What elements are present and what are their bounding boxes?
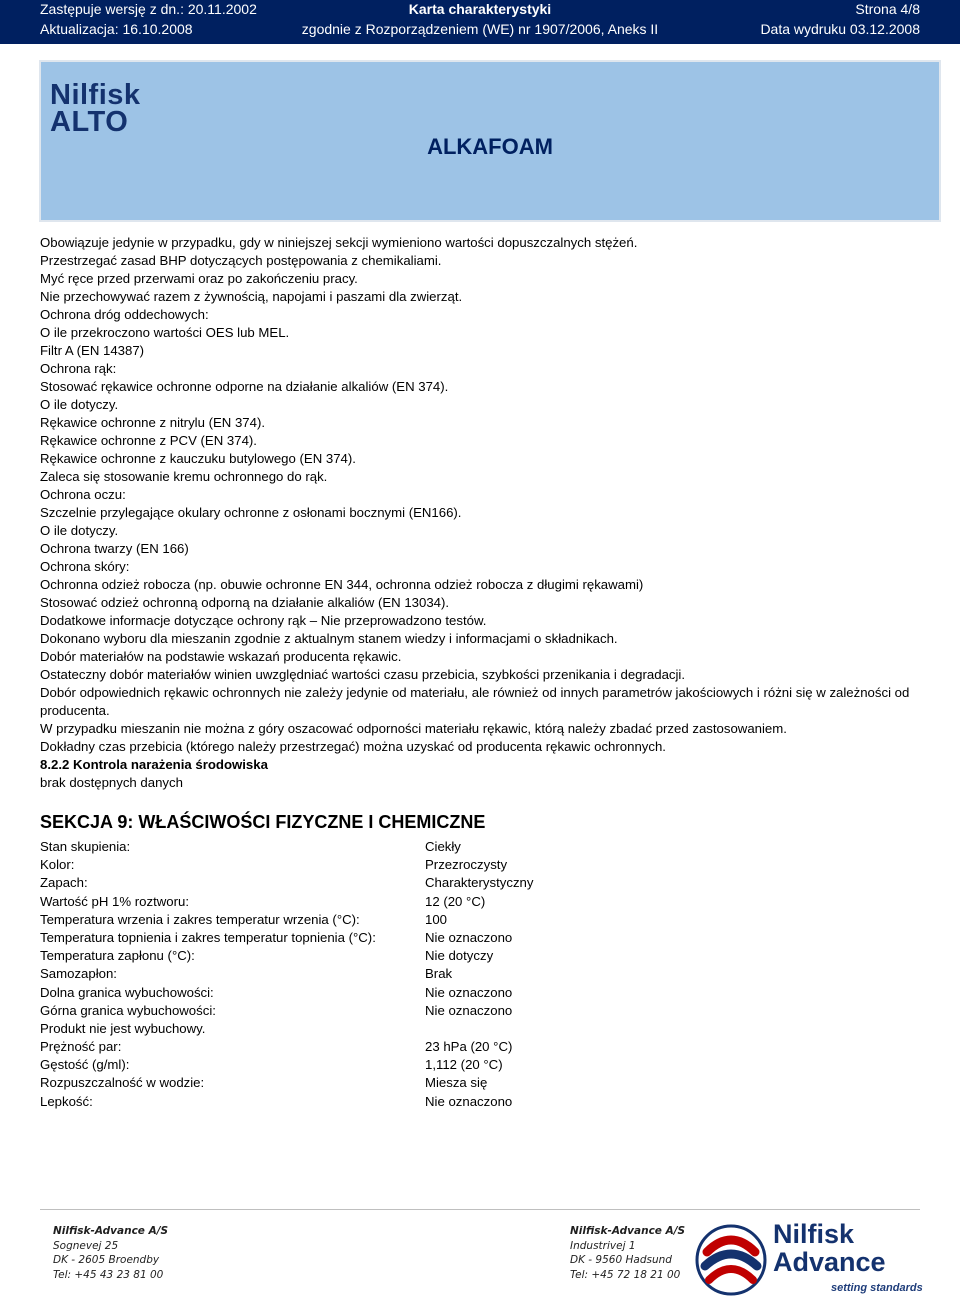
body-line: Rękawice ochronne z nitrylu (EN 374). xyxy=(40,415,266,430)
brand-name: Nilfisk Advance xyxy=(773,1219,886,1277)
body-line: Nie przechowywać razem z żywnością, napojami i paszami dla zwierząt. xyxy=(40,289,463,304)
body-line: Rękawice ochronne z kauczuku butylowego (EN 374). xyxy=(40,451,356,466)
property-row xyxy=(40,874,740,892)
property-value: 23 hPa (20 °C) xyxy=(425,1039,513,1055)
property-row xyxy=(40,838,740,856)
body-line: Ochronna odzież robocza (np. obuwie ochronne EN 344, ochronna odzież robocza z długimi rękawami) xyxy=(40,577,644,592)
property-row xyxy=(40,984,740,1002)
body-line: Ochrona rąk: xyxy=(40,361,117,376)
body-line: Stosować odzież ochronną odporną na działanie alkaliów (EN 13034). xyxy=(40,595,450,610)
header-print-date: Data wydruku 03.12.2008 xyxy=(760,21,920,37)
header-row-1 xyxy=(40,1,920,17)
body-line: Ochrona skóry: xyxy=(40,559,130,574)
header-supersedes: Zastępuje wersję z dn.: 20.11.2002 xyxy=(40,1,257,17)
property-label: Zapach: xyxy=(40,875,88,891)
body-line: Zaleca się stosowanie kremu ochronnego do rąk. xyxy=(40,469,328,484)
footer-address-hadsund: Nilfisk-Advance A/S Industrivej 1 DK - 9560 Hadsund Tel: +45 72 18 21 00 xyxy=(570,1225,686,1281)
property-row xyxy=(40,856,740,874)
property-label: Górna granica wybuchowości: xyxy=(40,1002,216,1018)
property-value: Nie oznaczono xyxy=(425,1002,513,1018)
body-line: Szczelnie przylegające okulary ochronne z osłonami bocznymi (EN166). xyxy=(40,505,462,520)
property-label: Rozpuszczalność w wodzie: xyxy=(40,1075,205,1091)
body-line: Dobór odpowiednich rękawic ochronnych nie zależy jedynie od materiału, ale również od innych parametrów jakościowych i różni się w zależności od producenta. xyxy=(40,685,910,718)
property-label: Temperatura zapłonu (°C): xyxy=(40,948,195,964)
property-row xyxy=(40,1056,740,1074)
body-line: Dodatkowe informacje dotyczące ochrony rąk – Nie przeprowadzono testów. xyxy=(40,613,487,628)
nilfisk-advance-logo xyxy=(693,1220,923,1300)
body-line: O ile przekroczono wartości OES lub MEL. xyxy=(40,325,290,340)
body-line: Ochrona dróg oddechowych: xyxy=(40,307,209,322)
body-line: O ile dotyczy. xyxy=(40,523,119,538)
body-line: Dokonano wyboru dla mieszanin zgodnie z aktualnym stanem wiedzy i informacjami o składnikach. xyxy=(40,631,618,646)
body-line: Stosować rękawice ochronne odporne na działanie alkaliów (EN 374). xyxy=(40,379,449,394)
property-row xyxy=(40,1093,740,1111)
body-line: Rękawice ochronne z PCV (EN 374). xyxy=(40,433,257,448)
property-value: 100 xyxy=(425,911,448,927)
property-value: Nie oznaczono xyxy=(425,984,513,1000)
section-9-title: SEKCJA 9: WŁAŚCIWOŚCI FIZYCZNE I CHEMICZNE xyxy=(40,812,486,832)
property-label: Gęstość (g/ml): xyxy=(40,1057,130,1073)
product-banner xyxy=(39,60,941,222)
property-row xyxy=(40,929,740,947)
product-name: ALKAFOAM xyxy=(427,134,553,159)
property-value: Ciekły xyxy=(425,839,461,854)
header-doc-title: Karta charakterystyki xyxy=(408,1,552,17)
property-value: 12 (20 °C) xyxy=(425,893,486,909)
property-row xyxy=(40,1002,740,1020)
property-label: Produkt nie jest wybuchowy. xyxy=(40,1020,206,1036)
property-label: Temperatura topnienia i zakres temperatur topnienia (°C): xyxy=(40,929,376,945)
header-page-number: Strona 4/8 xyxy=(855,1,920,17)
property-row xyxy=(40,1020,740,1038)
property-label: Prężność par: xyxy=(40,1039,122,1055)
brand-tagline: setting standards xyxy=(831,1282,923,1294)
body-line: brak dostępnych danych xyxy=(40,775,183,790)
body-line: Filtr A (EN 14387) xyxy=(40,343,145,358)
body-line: Ochrona oczu: xyxy=(40,487,126,502)
property-row xyxy=(40,947,740,965)
property-label: Kolor: xyxy=(40,857,75,873)
property-value: Miesza się xyxy=(425,1075,488,1091)
body-line: Ostateczny dobór materiałów winien uwzględniać wartości czasu przebicia, szybkości przenikania i degradacji. xyxy=(40,667,686,682)
nilfisk-alto-logo: Nilfisk ALTO xyxy=(50,79,141,138)
body-line: Dobór materiałów na podstawie wskazań producenta rękawic. xyxy=(40,649,402,664)
property-row xyxy=(40,893,740,911)
property-label: Samozapłon: xyxy=(40,966,117,982)
body-line: Przestrzegać zasad BHP dotyczących postępowania z chemikaliami. xyxy=(40,253,442,268)
page-header xyxy=(0,0,960,44)
header-row-2 xyxy=(40,21,920,37)
property-row xyxy=(40,911,740,929)
property-row xyxy=(40,965,740,983)
body-line: Obowiązuje jedynie w przypadku, gdy w niniejszej sekcji wymieniono wartości dopuszczalnych stężeń. xyxy=(40,235,638,250)
property-label: Temperatura wrzenia i zakres temperatur wrzenia (°C): xyxy=(40,911,360,927)
property-value: Przezroczysty xyxy=(425,857,508,873)
property-label: Wartość pH 1% roztworu: xyxy=(40,893,190,909)
property-value: Charakterystyczny xyxy=(425,875,534,891)
footer-divider xyxy=(40,1209,920,1210)
property-value: Nie dotyczy xyxy=(425,948,494,964)
property-label: Dolna granica wybuchowości: xyxy=(40,984,214,1000)
swirl-logo-icon xyxy=(693,1222,769,1298)
subsection-heading: 8.2.2 Kontrola narażenia środowiska xyxy=(40,757,268,772)
body-line: Ochrona twarzy (EN 166) xyxy=(40,541,189,556)
header-updated: Aktualizacja: 16.10.2008 xyxy=(40,21,193,37)
header-regulation: zgodnie z Rozporządzeniem (WE) nr 1907/2006, Aneks II xyxy=(301,21,659,37)
section-8-content xyxy=(40,234,920,792)
body-line: O ile dotyczy. xyxy=(40,397,119,412)
property-value: Brak xyxy=(425,966,453,982)
property-label: Stan skupienia: xyxy=(40,839,131,854)
property-value: Nie oznaczono xyxy=(425,929,513,945)
property-value: Nie oznaczono xyxy=(425,1093,513,1109)
property-value: 1,112 (20 °C) xyxy=(425,1057,503,1073)
body-line: Dokładny czas przebicia (którego należy przestrzegać) można uzyskać od producenta rękawic ochronnych. xyxy=(40,739,666,754)
property-row xyxy=(40,1074,740,1092)
body-line: Myć ręce przed przerwami oraz po zakończeniu pracy. xyxy=(40,271,358,286)
property-label: Lepkość: xyxy=(40,1093,93,1109)
property-row xyxy=(40,1038,740,1056)
body-line: W przypadku mieszanin nie można z góry oszacować odporności materiału rękawic, którą należy zbadać przed zastosowaniem. xyxy=(40,721,787,736)
footer-address-broendby: Nilfisk-Advance A/S Sognevej 25 DK - 2605 Broendby Tel: +45 43 23 81 00 xyxy=(53,1225,169,1281)
properties-list xyxy=(40,838,740,1111)
